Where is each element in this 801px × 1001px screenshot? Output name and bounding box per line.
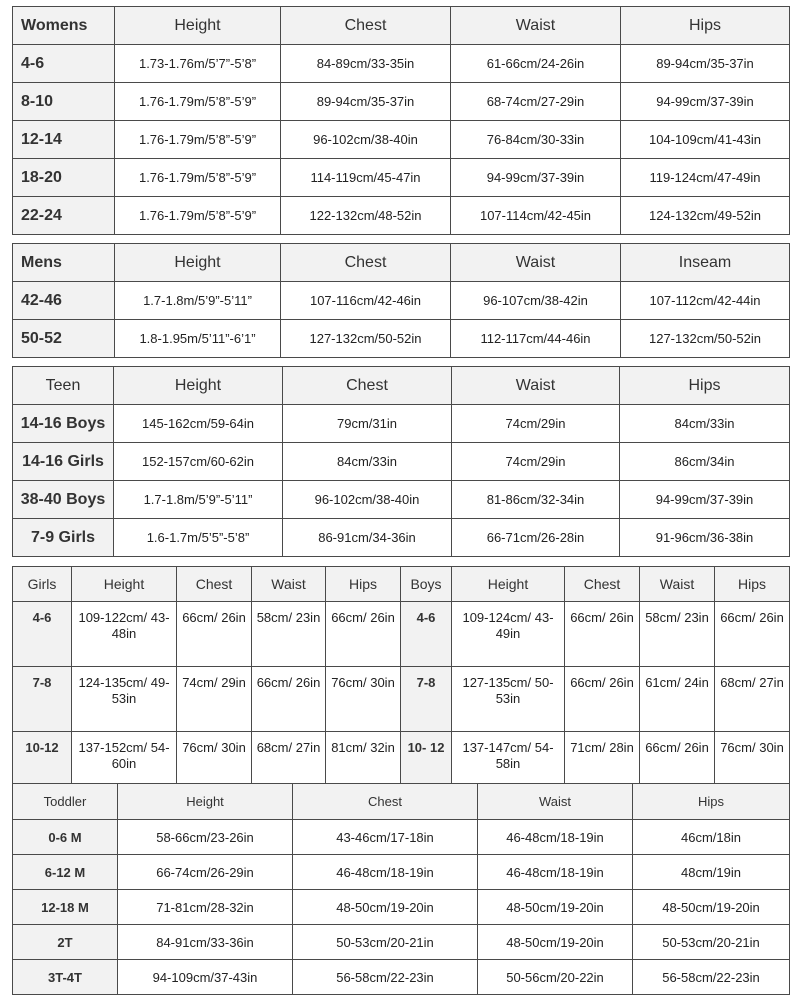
boys-height-cell: 137-147cm/ 54-58in [452,732,565,797]
inseam-cell: 107-112cm/42-44in [621,282,790,320]
height-cell: 1.7-1.8m/5’9”-5’11” [115,282,281,320]
size-label: 14-16 Boys [13,405,114,443]
hips-cell: 89-94cm/35-37in [621,45,790,83]
boys-chest-cell: 66cm/ 26in [565,667,640,732]
size-label: 4-6 [13,45,115,83]
waist-cell: 112-117cm/44-46in [451,320,621,358]
mens-size-table [12,243,790,358]
height-cell: 1.76-1.79m/5’8”-5’9” [115,197,281,235]
girls-column-header-hips: Hips [326,567,401,602]
table-row [13,443,790,481]
hips-cell: 46cm/18in [633,820,790,855]
girls-size-label: 10-12 [13,732,72,797]
chest-cell: 107-116cm/42-46in [281,282,451,320]
table-row [13,820,790,855]
column-header-hips: Hips [621,7,790,45]
size-label: 3T-4T [13,960,118,995]
waist-cell: 46-48cm/18-19in [478,855,633,890]
teen-size-table [12,366,790,557]
table-row [13,282,790,320]
column-header-chest: Chest [281,7,451,45]
height-cell: 1.7-1.8m/5’9”-5’11” [114,481,283,519]
hips-cell: 56-58cm/22-23in [633,960,790,995]
boys-chest-cell: 66cm/ 26in [565,602,640,667]
size-label: 7-9 Girls [13,519,114,557]
girls-waist-cell: 58cm/ 23in [252,602,326,667]
table-row [13,667,790,732]
height-cell: 1.73-1.76m/5’7”-5’8” [115,45,281,83]
hips-cell: 50-53cm/20-21in [633,925,790,960]
hips-cell: 48cm/19in [633,855,790,890]
waist-cell: 48-50cm/19-20in [478,925,633,960]
girls-waist-cell: 66cm/ 26in [252,667,326,732]
table-header-row [13,784,790,820]
chest-cell: 79cm/31in [283,405,452,443]
girls-hips-cell: 76cm/ 30in [326,667,401,732]
size-label: 38-40 Boys [13,481,114,519]
girls-column-header-height: Height [72,567,177,602]
table-row [13,405,790,443]
inseam-cell: 127-132cm/50-52in [621,320,790,358]
column-header-inseam: Inseam [621,244,790,282]
column-header-chest: Chest [283,367,452,405]
womens-size-table [12,6,790,235]
column-header-height: Height [118,784,293,820]
column-header-height: Height [115,244,281,282]
chest-cell: 96-102cm/38-40in [281,121,451,159]
boys-column-header-chest: Chest [565,567,640,602]
waist-cell: 66-71cm/26-28in [452,519,620,557]
height-cell: 58-66cm/23-26in [118,820,293,855]
boys-column-header-waist: Waist [640,567,715,602]
boys-hips-cell: 68cm/ 27in [715,667,790,732]
boys-column-header-hips: Hips [715,567,790,602]
column-header-height: Height [115,7,281,45]
toddler-size-table [12,783,790,995]
height-cell: 71-81cm/28-32in [118,890,293,925]
hips-cell: 94-99cm/37-39in [620,481,790,519]
chest-cell: 46-48cm/18-19in [293,855,478,890]
column-header-waist: Waist [452,367,620,405]
column-header-chest: Chest [281,244,451,282]
height-cell: 1.76-1.79m/5’8”-5’9” [115,83,281,121]
table-row [13,481,790,519]
table-row [13,197,790,235]
hips-cell: 124-132cm/49-52in [621,197,790,235]
height-cell: 152-157cm/60-62in [114,443,283,481]
girls-waist-cell: 68cm/ 27in [252,732,326,797]
boys-column-header-height: Height [452,567,565,602]
mens-table-title: Mens [13,244,115,282]
height-cell: 66-74cm/26-29in [118,855,293,890]
girls-size-label: 4-6 [13,602,72,667]
table-row [13,925,790,960]
size-label: 0-6 M [13,820,118,855]
waist-cell: 81-86cm/32-34in [452,481,620,519]
toddler-table-title: Toddler [13,784,118,820]
size-label: 22-24 [13,197,115,235]
size-label: 50-52 [13,320,115,358]
girls-height-cell: 109-122cm/ 43-48in [72,602,177,667]
table-row [13,602,790,667]
girls-chest-cell: 74cm/ 29in [177,667,252,732]
boys-chest-cell: 71cm/ 28in [565,732,640,797]
table-row [13,159,790,197]
height-cell: 1.76-1.79m/5’8”-5’9” [115,159,281,197]
boys-height-cell: 127-135cm/ 50-53in [452,667,565,732]
table-header-row [13,244,790,282]
size-label: 14-16 Girls [13,443,114,481]
boys-size-label: 4-6 [401,602,452,667]
boys-waist-cell: 61cm/ 24in [640,667,715,732]
size-label: 2T [13,925,118,960]
table-row [13,320,790,358]
height-cell: 1.76-1.79m/5’8”-5’9” [115,121,281,159]
table-header-row [13,367,790,405]
boys-table-title: Boys [401,567,452,602]
size-label: 18-20 [13,159,115,197]
table-row [13,45,790,83]
chest-cell: 96-102cm/38-40in [283,481,452,519]
girls-size-label: 7-8 [13,667,72,732]
chest-cell: 89-94cm/35-37in [281,83,451,121]
boys-size-label: 10- 12 [401,732,452,797]
chest-cell: 50-53cm/20-21in [293,925,478,960]
teen-table-title: Teen [13,367,114,405]
waist-cell: 96-107cm/38-42in [451,282,621,320]
girls-table-title: Girls [13,567,72,602]
chest-cell: 43-46cm/17-18in [293,820,478,855]
hips-cell: 86cm/34in [620,443,790,481]
girls-hips-cell: 66cm/ 26in [326,602,401,667]
girls-height-cell: 137-152cm/ 54-60in [72,732,177,797]
boys-height-cell: 109-124cm/ 43-49in [452,602,565,667]
chest-cell: 114-119cm/45-47in [281,159,451,197]
girls-chest-cell: 76cm/ 30in [177,732,252,797]
table-row [13,960,790,995]
boys-hips-cell: 66cm/ 26in [715,602,790,667]
girls-hips-cell: 81cm/ 32in [326,732,401,797]
height-cell: 94-109cm/37-43in [118,960,293,995]
hips-cell: 104-109cm/41-43in [621,121,790,159]
boys-waist-cell: 66cm/ 26in [640,732,715,797]
girls-height-cell: 124-135cm/ 49-53in [72,667,177,732]
column-header-height: Height [114,367,283,405]
size-label: 42-46 [13,282,115,320]
hips-cell: 94-99cm/37-39in [621,83,790,121]
column-header-hips: Hips [633,784,790,820]
table-row [13,519,790,557]
table-row [13,83,790,121]
waist-cell: 94-99cm/37-39in [451,159,621,197]
chest-cell: 127-132cm/50-52in [281,320,451,358]
size-label: 12-18 M [13,890,118,925]
chest-cell: 122-132cm/48-52in [281,197,451,235]
chest-cell: 48-50cm/19-20in [293,890,478,925]
column-header-chest: Chest [293,784,478,820]
column-header-waist: Waist [451,244,621,282]
waist-cell: 74cm/29in [452,405,620,443]
boys-waist-cell: 58cm/ 23in [640,602,715,667]
waist-cell: 61-66cm/24-26in [451,45,621,83]
table-header-row [13,567,790,602]
height-cell: 1.6-1.7m/5’5”-5’8” [114,519,283,557]
waist-cell: 50-56cm/20-22in [478,960,633,995]
boys-size-label: 7-8 [401,667,452,732]
table-header-row [13,7,790,45]
waist-cell: 46-48cm/18-19in [478,820,633,855]
table-row [13,855,790,890]
hips-cell: 119-124cm/47-49in [621,159,790,197]
boys-hips-cell: 76cm/ 30in [715,732,790,797]
chest-cell: 86-91cm/34-36in [283,519,452,557]
hips-cell: 84cm/33in [620,405,790,443]
hips-cell: 48-50cm/19-20in [633,890,790,925]
girls-chest-cell: 66cm/ 26in [177,602,252,667]
girls-column-header-waist: Waist [252,567,326,602]
height-cell: 84-91cm/33-36in [118,925,293,960]
chest-cell: 84-89cm/33-35in [281,45,451,83]
waist-cell: 76-84cm/30-33in [451,121,621,159]
table-row [13,890,790,925]
waist-cell: 107-114cm/42-45in [451,197,621,235]
column-header-hips: Hips [620,367,790,405]
height-cell: 1.8-1.95m/5’11”-6’1” [115,320,281,358]
chest-cell: 56-58cm/22-23in [293,960,478,995]
column-header-waist: Waist [478,784,633,820]
waist-cell: 74cm/29in [452,443,620,481]
height-cell: 145-162cm/59-64in [114,405,283,443]
waist-cell: 68-74cm/27-29in [451,83,621,121]
size-label: 8-10 [13,83,115,121]
size-label: 12-14 [13,121,115,159]
size-label: 6-12 M [13,855,118,890]
table-row [13,121,790,159]
girls-boys-size-table [12,566,790,797]
chest-cell: 84cm/33in [283,443,452,481]
womens-table-title: Womens [13,7,115,45]
girls-column-header-chest: Chest [177,567,252,602]
waist-cell: 48-50cm/19-20in [478,890,633,925]
hips-cell: 91-96cm/36-38in [620,519,790,557]
column-header-waist: Waist [451,7,621,45]
